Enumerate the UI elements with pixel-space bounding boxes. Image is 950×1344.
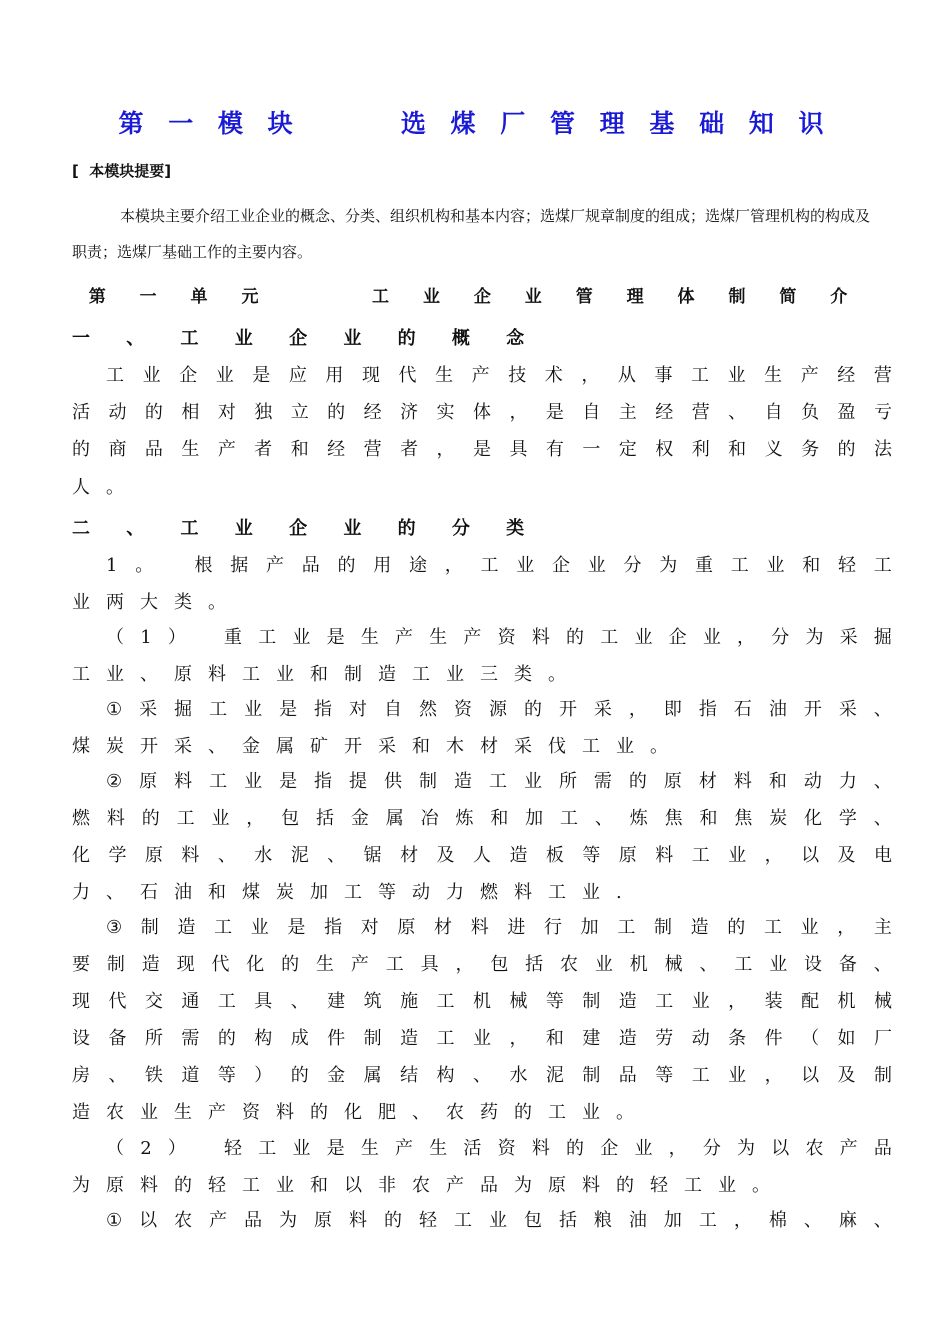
body-line: 化 学 原 料 、 水 泥 、 锯 材 及 人 造 板 等 原 料 工 业 ， 以 及 电 <box>72 845 892 866</box>
body-line: 活 动 的 相 对 独 立 的 经 济 实 体 ， 是 自 主 经 营 、 自 负 盈 亏 <box>72 402 892 423</box>
body-line: ③ 制 造 工 业 是 指 对 原 材 料 进 行 加 工 制 造 的 工 业 ， 主 <box>106 917 892 938</box>
section-heading-classification: 二 、 工 业 企 业 的 分 类 <box>72 518 540 539</box>
body-line: 造 农 业 生 产 资 料 的 化 肥 、 农 药 的 工 业 。 <box>72 1102 650 1123</box>
body-line: 工 业 、 原 料 工 业 和 制 造 工 业 三 类 。 <box>72 664 582 685</box>
summary-heading: [ 本模块提要] <box>72 162 172 180</box>
body-line: 人 。 <box>72 477 140 498</box>
body-line: 业 两 大 类 。 <box>72 592 242 613</box>
body-line: 1 。 根 据 产 品 的 用 途 ， 工 业 企 业 分 为 重 工 业 和 轻 工 <box>106 555 892 576</box>
body-line: 房 、 铁 道 等 ） 的 金 属 结 构 、 水 泥 制 品 等 工 业 ， 以 及 制 <box>72 1065 892 1086</box>
body-line: （ 1 ） 重 工 业 是 生 产 生 产 资 料 的 工 业 企 业 ， 分 为 采 掘 <box>106 627 892 648</box>
section-heading-concept: 一 、 工 业 企 业 的 概 念 <box>72 328 540 349</box>
body-line: 的 商 品 生 产 者 和 经 营 者 ， 是 具 有 一 定 权 利 和 义 务 的 法 <box>72 439 892 460</box>
body-line: 为 原 料 的 轻 工 业 和 以 非 农 产 品 为 原 料 的 轻 工 业 。 <box>72 1175 786 1196</box>
body-line: ① 采 掘 工 业 是 指 对 自 然 资 源 的 开 采 ， 即 指 石 油 开 采 、 <box>106 699 892 720</box>
body-line: （ 2 ） 轻 工 业 是 生 产 生 活 资 料 的 企 业 ， 分 为 以 农 产 品 <box>106 1138 892 1159</box>
body-line: 要 制 造 现 代 化 的 生 产 工 具 ， 包 括 农 业 机 械 、 工 业 设 备 、 <box>72 954 892 975</box>
body-line: 现 代 交 通 工 具 、 建 筑 施 工 机 械 等 制 造 工 业 ， 装 配 机 械 <box>72 991 892 1012</box>
body-line: 煤 炭 开 采 、 金 属 矿 开 采 和 木 材 采 伐 工 业 。 <box>72 736 684 757</box>
body-line: 力 、 石 油 和 煤 炭 加 工 等 动 力 燃 料 工 业 . <box>72 882 638 903</box>
module-title: 第 一 模 块 选 煤 厂 管 理 基 础 知 识 <box>118 109 832 138</box>
body-line: ② 原 料 工 业 是 指 提 供 制 造 工 业 所 需 的 原 材 料 和 动 力 、 <box>106 771 892 792</box>
body-line: ① 以 农 产 品 为 原 料 的 轻 工 业 包 括 粮 油 加 工 ， 棉 、 麻 、 <box>106 1210 892 1231</box>
body-line: 燃 料 的 工 业 ， 包 括 金 属 冶 炼 和 加 工 、 炼 焦 和 焦 炭 化 学 、 <box>72 808 892 829</box>
body-line: 设 备 所 需 的 构 成 件 制 造 工 业 ， 和 建 造 劳 动 条 件 （ 如 厂 <box>72 1028 892 1049</box>
unit-title: 第 一 单 元 工 业 企 业 管 理 体 制 简 介 <box>88 287 862 307</box>
body-line: 工 业 企 业 是 应 用 现 代 生 产 技 术 ， 从 事 工 业 生 产 经 营 <box>106 365 892 386</box>
summary-paragraph: 本模块主要介绍工业企业的概念、分类、组织机构和基本内容；选煤厂规章制度的组成；选煤厂管理机构的构成及职责；选煤厂基础工作的主要内容。 <box>72 207 871 261</box>
